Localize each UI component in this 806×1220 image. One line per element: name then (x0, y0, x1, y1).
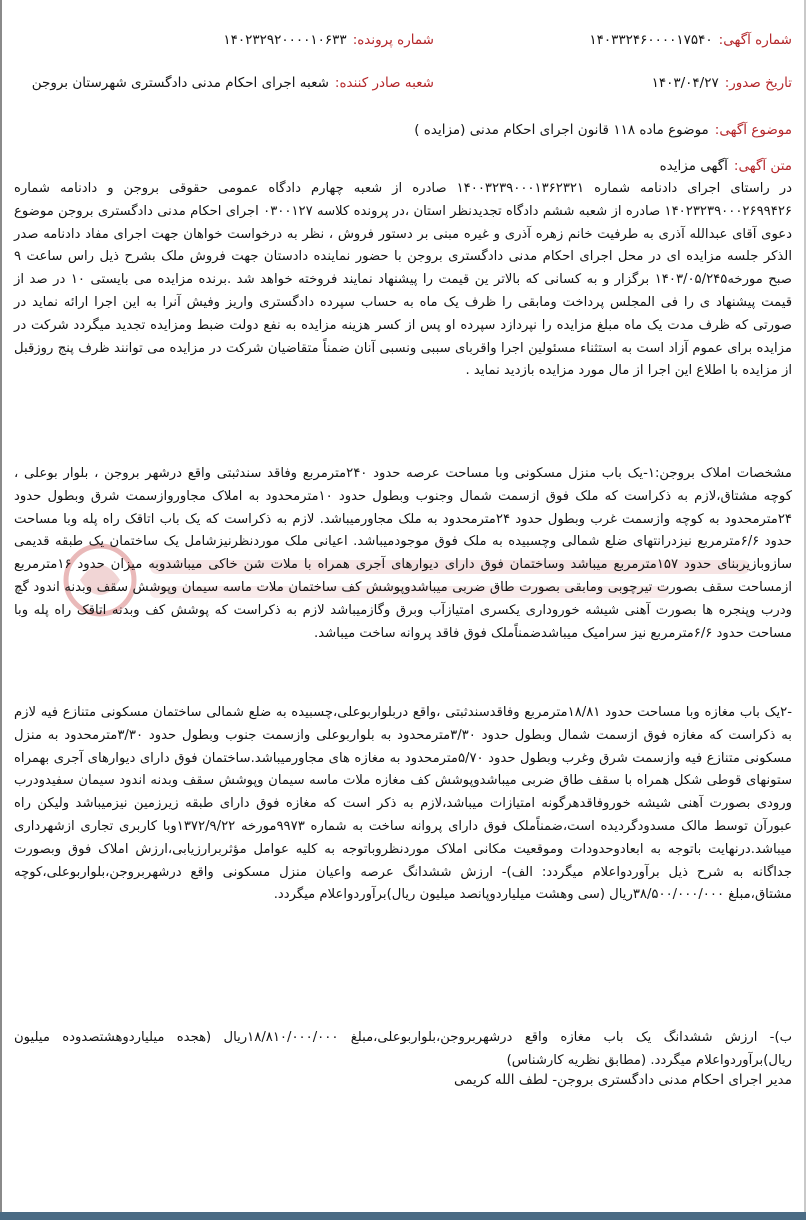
ad-number-value: ۱۴۰۳۳۲۴۶۰۰۰۰۱۷۵۴۰ (589, 32, 713, 48)
issuing-branch-value: شعبه اجرای احکام مدنی دادگستری شهرستان بروجن (31, 75, 329, 91)
paragraph-property-1: مشخصات املاک بروجن:۱-یک باب منزل مسکونی وبا مساحت عرصه حدود ۲۴۰مترمربع وفاقد سندثبتی واقع درشهر بروجن ، بلوار بوعلی ، کوچه مشتاق،لازم به ذکراست که ملک فوق ازسمت شمال وجنوب وبطول حدود ۱۰مترمحدود به املاک مجاوروازسمت شرق وبطول حدود ۲۴مترمحدود به کوچه وازسمت غرب وبطول حدود ۲۴مترمحدود به ملک مجاورمیباشد. لازم به ذکراست که یک باب اتاقک راه پله وبا مساحت حدود ۶/۶مترمربع نیزدرانتهای ضلع شمالی وچسبیده به ملک فوق موجودمیباشد. اعیانی ملک موردنظرنیزشامل یک ساختمان یک طبقه قدیمی سازوبازیربنای حدود ۱۵۷مترمربع میباشد وساختمان فوق دارای دیوارهای آجری همراه با ملات شن خاکی میباشدوبه میزان حدود ۱۶مترمربع ازمساحت سقف بصورت تیرچوبی ومابقی بصورت طاق ضربی میباشدوپوشش کف ساختمان ملات ماسه سیمان وپوشش سقف وبدنه اندود گچ ودرب وپنجره ها بصورت آهنی شیشه خوروداری یکسری امتیازآب وبرق وگازمیباشد لازم به ذکراست که پوشش کف وبدنه اتاقک راه پله وبا مساحت حدود ۶/۶مترمربع نیز سرامیک میباشدضمناًملک فوق فاقد پروانه ساخت میباشد. (14, 466, 792, 641)
ad-number-label: شماره آگهی: (718, 32, 792, 48)
issuing-branch-row (32, 75, 434, 91)
page-border-left (0, 0, 2, 1212)
signature-line: مدیر اجرای احکام مدنی دادگستری بروجن- لطف الله کریمی (453, 1072, 792, 1088)
issue-date-label: تاریخ صدور: (724, 75, 792, 91)
issuing-branch-label: شعبه صادر کننده: (334, 75, 434, 91)
paragraph-property-2: -۲یک باب مغازه وبا مساحت حدود ۱۸/۸۱مترمربع وفاقدسندثبتی ،واقع دربلواربوعلی،چسبیده به ضلع شمالی ساختمان مسکونی متنازع فیه لازم به ذکراست که مغازه فوق ازسمت شمال وبطول حدود ۳/۳۰مترمحدود به بلواربوعلی وازسمت جنوب وبطول حدود ۳/۳۰مترمحدود به منزل مسکونی متنازع فیه وازسمت شرق وغرب وبطول حدود ۵/۷۰مترمحدود به مغازه های مجاورمیباشد.ساختمان فوق دارای دیوارهای آجری بهمراه ستونهای قوطی شکل همراه با سقف طاق ضربی میباشدوپوشش کف مغازه ملات ماسه سیمان وپوشش سقف وبدنه اندود سیمان سفیدودرب ورودی بصورت آهنی شیشه خوروفاقدهرگونه امتیازات میباشد،لازم به ذکر است که مغازه فوق دارای طبقه زیرزمین نیزمیباشد ولیکن راه عبورآن توسط مالک مسدودگردیده است،ضمناًملک فوق دارای پروانه ساخت به شماره ۹۹۷۳مورخه ۱۳۷۲/۹/۲۲وبا کاربری تجاری ازشهرداری میباشد.درنهایت باتوجه به ابعادوحدودات وموقعیت مکانی املاک موردنظروباتوجه به کلیه عوامل مؤثربرارزیابی،ارزش املاک فوق وبصورت جداگانه به شرح ذیل برآوردواعلام میگردد: الف)- ارزش ششدانگ عرصه واعیان منزل مسکونی واقع درشهربروجن،بلواربوعلی،کوچه مشتاق،مبلغ ۳۸/۵۰۰/۰۰۰/۰۰۰ریال (سی وهشت میلیاردوپانصد میلیون ریال)برآوردواعلام میگردد. (14, 705, 792, 903)
subject-value: موضوع ماده ۱۱۸ قانون اجرای احکام مدنی (مزایده ) (414, 122, 709, 138)
paragraph-intro: در راستای اجرای دادنامه شماره ۱۴۰۰۳۲۳۹۰۰۰۱۳۶۲۳۲۱ صادره از شعبه چهارم دادگاه عمومی حقوقی بروجن و دادنامه شماره ۱۴۰۲۳۲۳۹۰۰۰۲۶۹۹۴۲۶ صادره از شعبه ششم دادگاه تجدیدنظر استان ،در پرونده کلاسه ۰۳۰۰۱۲۷ اجرای احکام مدنی دادگستری بروجن موضوع دعوی آقای عبدالله آذری به طرفیت خانم زهره آذری و غیره مبنی بر دستور فروش ، نظر به درخواست خواهان جهت اجرای مفاد دادنامه صدر الذکر جلسه مزایده ای در محل اجرای احکام مدنی دادگستری بروجن با حضور نماینده دادستان جهت فروش ملک بشرح ذیل راس ساعت ۹ صبح مورخه۱۴۰۳/۰۵/۲۴۵ برگزار و به کسانی که بالاتر ین قیمت را پیشنهاد نمایند فروخته خواهد شد .برنده مزایده می بایستی ۱۰ در صد از قیمت پیشنهاد ی را فی المجلس پرداخت ومابقی را ظرف یک ماه به حساب سپرده دادگستری واریز وفیش آنرا به این اجرا ارائه نماید در صورتی که ظرف مدت یک ماه مبلغ مزایده را نپردازد سپرده او پس از کسر هزینه مزایده به نفع دولت ضبط ومزایده تجدید میگردد شرکت در مزایده برای عموم آزاد است به استثناء مسئولین اجرا واقربای سببی ونسبی آنان ضمناً متقاضیان شرکت در مزایده می توانند ظرف پنج روزقبل از مزایده با اطلاع این اجرا از مال مورد مزایده بازدید نماید . (14, 181, 793, 379)
notice-text-row (660, 158, 792, 174)
ad-number-row (589, 32, 792, 48)
paragraph-valuation-b: ب)- ارزش ششدانگ یک باب مغازه واقع درشهربروجن،بلواربوعلی،مبلغ ۱۸/۸۱۰/۰۰۰/۰۰۰ریال (هجده میلیاردوهشتصدوده میلیون ریال)برآوردواعلام میگردد. (مطابق نظریه کارشناس) (14, 1030, 793, 1068)
issue-date-value: ۱۴۰۳/۰۴/۲۷ (651, 75, 719, 91)
issue-date-row (652, 75, 792, 91)
notice-text-label: متن آگهی: (733, 158, 792, 174)
notice-text-value: آگهی مزایده (659, 158, 728, 174)
subject-label: موضوع آگهی: (714, 122, 792, 138)
subject-row (414, 122, 792, 138)
case-number-row (223, 32, 434, 48)
case-number-label: شماره پرونده: (352, 32, 434, 48)
case-number-value: ۱۴۰۲۳۲۹۲۰۰۰۰۱۰۶۳۳ (223, 32, 347, 48)
bottom-bar (0, 1212, 806, 1220)
